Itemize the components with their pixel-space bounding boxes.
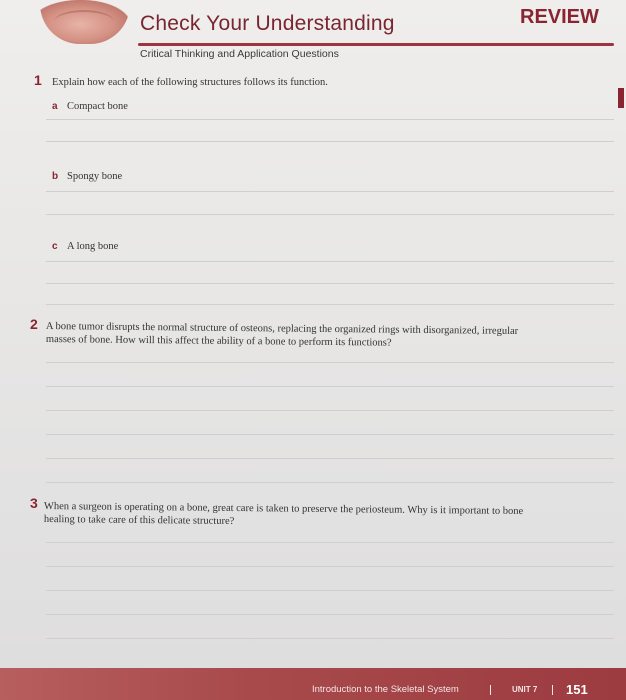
answer-line [46, 566, 614, 567]
page-title: Check Your Understanding [140, 12, 395, 35]
question-1-number: 1 [34, 72, 42, 88]
question-1a-letter: a [52, 101, 58, 112]
answer-line [46, 410, 614, 411]
answer-line [46, 386, 614, 387]
answer-line [46, 214, 614, 215]
answer-line [46, 458, 614, 459]
question-3-line2: healing to take care of this delicate structure? [43, 513, 235, 527]
question-1c-text: A long bone [67, 241, 119, 252]
footer-separator [490, 685, 491, 695]
footer-separator [552, 685, 553, 695]
answer-line [46, 638, 614, 639]
answer-line [46, 141, 614, 142]
answer-line [46, 590, 614, 591]
page-number: 151 [566, 682, 588, 697]
question-3-line1: When a surgeon is operating on a bone, great care is taken to preserve the periosteum. Why is it important to bone [43, 500, 524, 518]
question-2-line2: masses of bone. How will this affect the ability of a bone to perform its functions? [45, 333, 392, 349]
edge-tab-marker [618, 88, 624, 108]
review-badge: REVIEW [520, 6, 599, 28]
header-divider [138, 43, 614, 46]
question-2-line1: A bone tumor disrupts the normal structure of osteons, replacing the organized rings with disorganized, irregular [45, 320, 519, 337]
answer-line [46, 542, 614, 543]
question-1c-letter: c [52, 241, 58, 252]
answer-line [46, 482, 614, 483]
question-1-text: Explain how each of the following structures follows its function. [52, 77, 328, 88]
answer-line [46, 119, 614, 120]
footer-unit-label: UNIT 7 [512, 685, 538, 694]
section-subtitle: Critical Thinking and Application Questions [140, 48, 339, 60]
question-1a-text: Compact bone [67, 101, 128, 112]
answer-line [46, 362, 614, 363]
question-2-number: 2 [30, 316, 38, 332]
brain-illustration [40, 0, 130, 44]
question-1b-letter: b [52, 171, 59, 182]
answer-line [46, 304, 614, 305]
answer-line [46, 614, 614, 615]
answer-line [46, 261, 614, 262]
footer-chapter-title: Introduction to the Skeletal System [312, 684, 459, 695]
answer-line [46, 283, 614, 284]
answer-line [46, 434, 614, 435]
answer-line [46, 191, 614, 192]
question-3-number: 3 [30, 495, 38, 511]
question-1b-text: Spongy bone [67, 171, 123, 182]
